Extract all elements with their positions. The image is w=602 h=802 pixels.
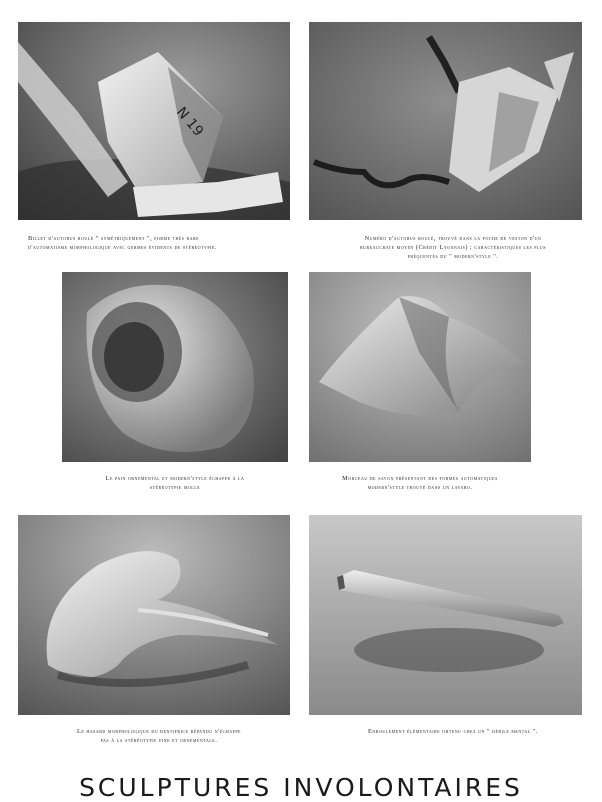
caption-ornamental-bread <box>62 474 288 492</box>
page-title: SCULPTURES INVOLONTAIRES <box>79 772 523 802</box>
bus-number-image <box>309 22 582 220</box>
toothpaste-image <box>18 515 290 715</box>
photo-ornamental-bread <box>62 272 288 462</box>
rolled-element-image <box>309 515 582 715</box>
caption-line: Morceau de savon présentant des formes automatiques <box>342 475 498 482</box>
svg-text:N 19: N 19 <box>172 104 207 140</box>
caption-line: modern'style trouvé dans un lavabo. <box>367 484 473 491</box>
caption-line: Enroulement élémentaire obtenu chez un " débile mental ". <box>368 728 538 735</box>
photo-soap <box>309 272 531 462</box>
photo-bus-number <box>309 22 582 220</box>
photo-toothpaste <box>18 515 290 715</box>
caption-line: Billet d'autobus roulé " symétriquement ", forme très rare <box>28 235 200 242</box>
caption-line: d'automatisme morphologique avec germes évidents de stéréotypie. <box>28 244 217 251</box>
caption-rolled-element <box>322 727 584 736</box>
photo-rolled-element <box>309 515 582 715</box>
caption-bus-number <box>322 234 584 261</box>
caption-line: Numéro d'autobus roulé, trouvé dans la poche de veston d'un <box>364 235 542 242</box>
caption-line: pas à la stéréotypie fine et ornementale. <box>100 737 218 744</box>
photo-bus-ticket-symmetric <box>18 22 290 220</box>
caption-line: stéréotypie molle <box>149 484 201 491</box>
caption-toothpaste <box>28 727 290 745</box>
caption-line: bureaucrate moyen (Crédit Lyonnais) ; caractéristiques les plus <box>359 244 547 251</box>
caption-line: Le hasard morphologique du dentifrice répandu n'échappe <box>76 728 241 735</box>
caption-bus-ticket-symmetric <box>28 234 290 252</box>
ornamental-bread-image <box>62 272 288 462</box>
bus-ticket-symmetric-image <box>18 22 290 220</box>
caption-soap <box>309 474 531 492</box>
caption-line: fréquentes du " modern'style ". <box>407 253 499 260</box>
soap-image <box>309 272 531 462</box>
caption-line: Le pain ornemental et modern'style échappe à la <box>105 475 245 482</box>
